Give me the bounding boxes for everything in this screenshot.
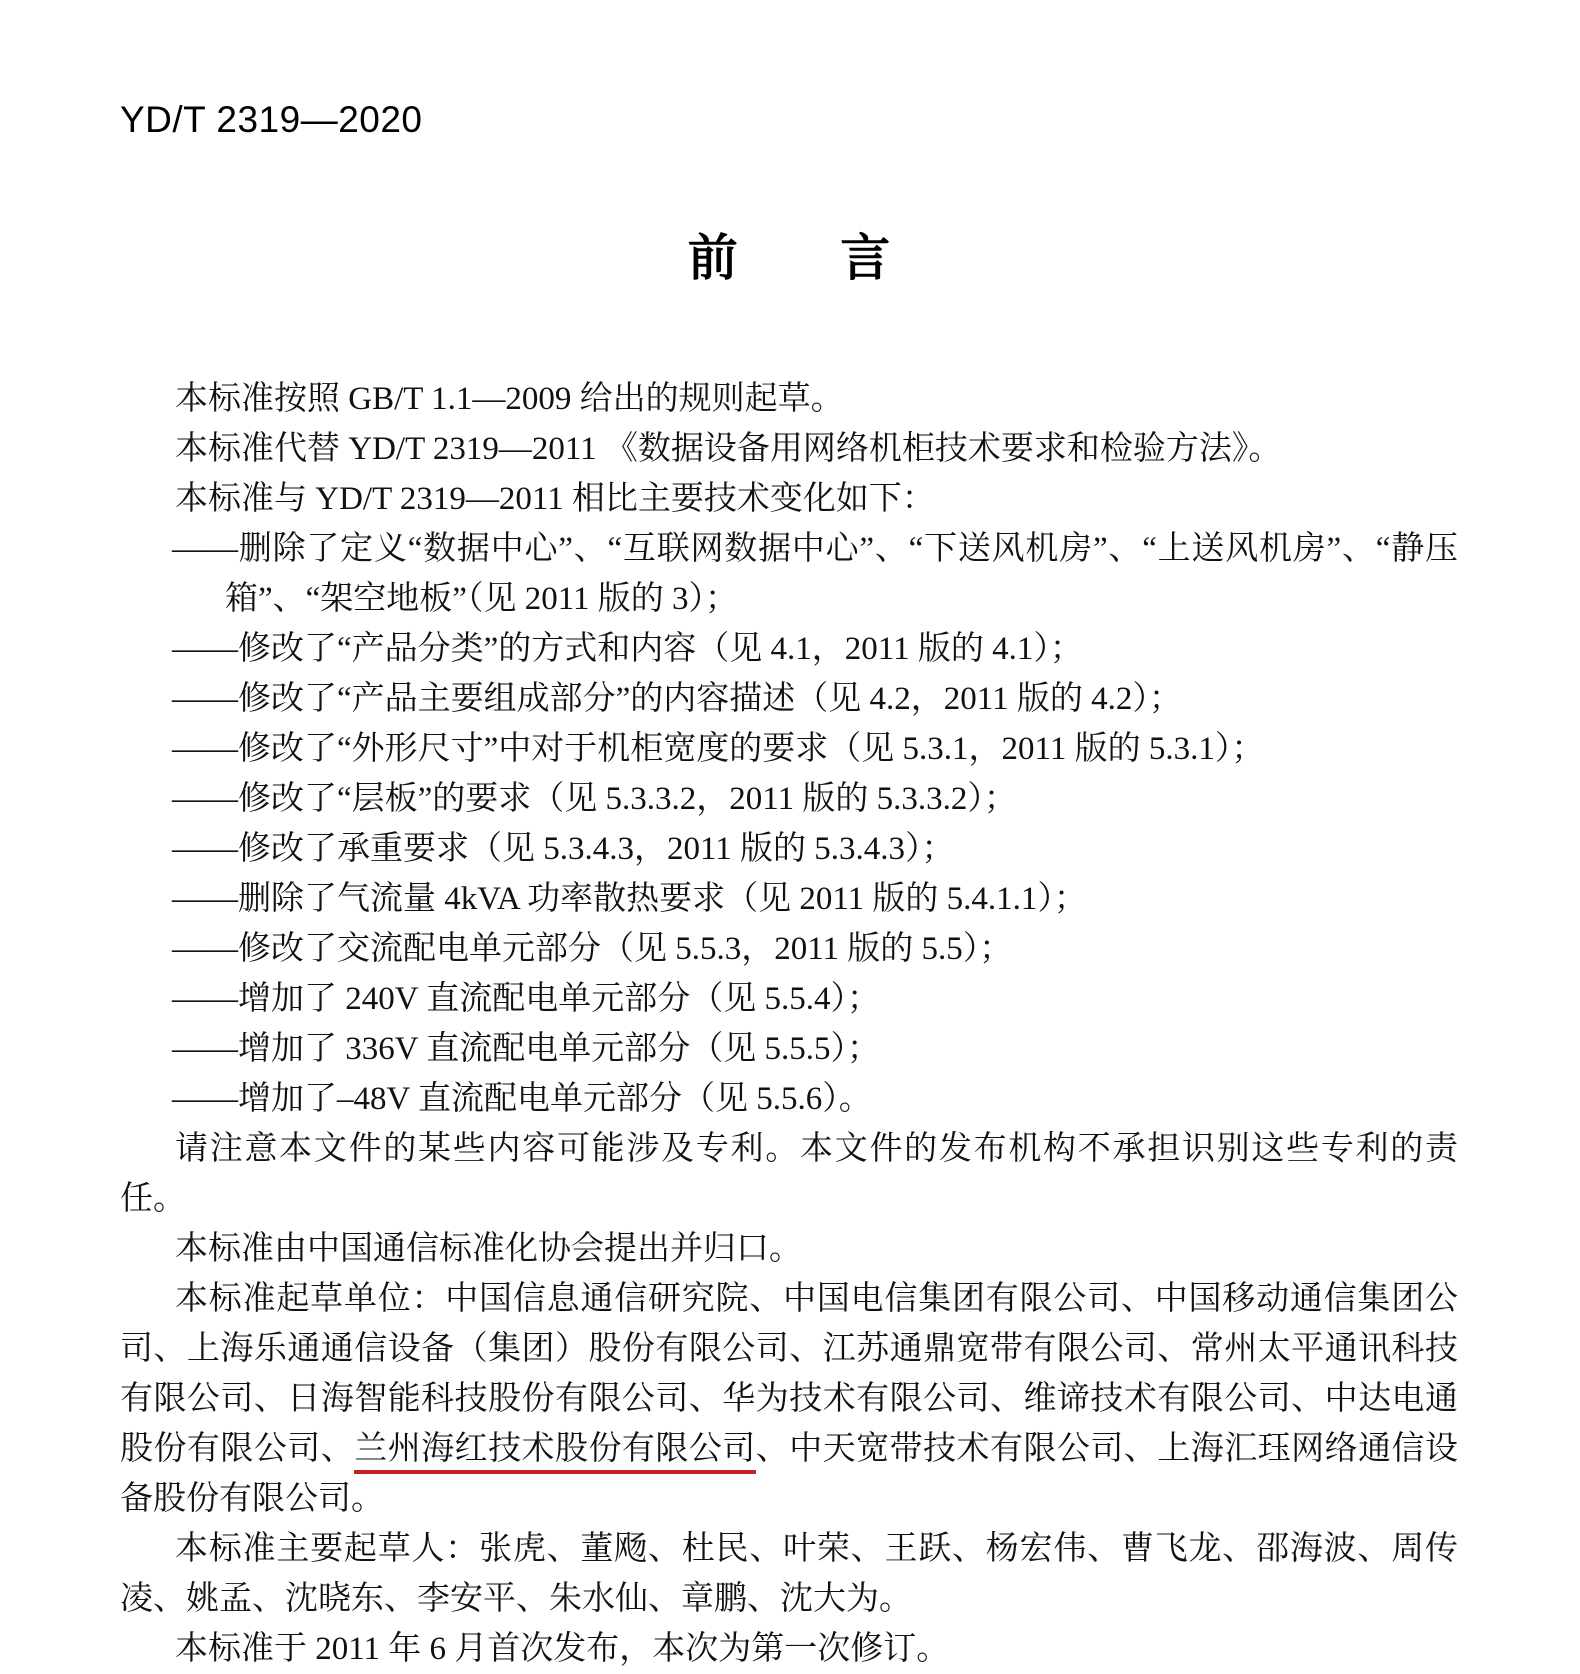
standard-number: YD/T 2319—2020 — [120, 99, 423, 140]
org-paragraph: 本标准由中国通信标准化协会提出并归口。 — [175, 1231, 802, 1267]
page-title: 前言 — [687, 230, 993, 286]
change-item: ——增加了 240V 直流配电单元部分（见 5.5.4）； — [172, 981, 880, 1017]
intro-paragraph-drafting-rule: 本标准按照 GB/T 1.1—2009 给出的规则起草。 — [175, 381, 844, 417]
underlined-company-name: 兰州海红技术股份有限公司 — [354, 1431, 756, 1474]
change-item: ——修改了“外形尺寸”中对于机柜宽度的要求（见 5.3.1，2011 版的 5.3.1）； — [172, 731, 1265, 767]
drafting-units-after: 、中天宽带技术有限公司、上海汇珏网络通信设备股份有限公司。 — [120, 1431, 1459, 1517]
foreword-content — [120, 374, 1458, 1674]
change-item: ——增加了–48V 直流配电单元部分（见 5.5.6）。 — [172, 1081, 872, 1117]
revision-paragraph: 本标准于 2011 年 6 月首次发布，本次为第一次修订。 — [175, 1631, 950, 1667]
change-list — [120, 524, 1458, 1124]
drafters-paragraph: 本标准主要起草人：张虎、董飏、杜民、叶荣、王跃、杨宏伟、曹飞龙、邵海波、周传凌、姚孟、沈晓东、李安平、朱水仙、章鹏、沈大为。 — [120, 1531, 1458, 1617]
intro-paragraph-replaces: 本标准代替 YD/T 2319—2011 《数据设备用网络机柜技术要求和检验方法》。 — [175, 431, 1282, 467]
change-item: ——修改了“层板”的要求（见 5.3.3.2，2011 版的 5.3.3.2）； — [172, 781, 1017, 817]
drafting-units-paragraph — [120, 1274, 1458, 1524]
change-item: ——修改了交流配电单元部分（见 5.5.3，2011 版的 5.5）； — [172, 931, 1013, 967]
patent-paragraph: 请注意本文件的某些内容可能涉及专利。本文件的发布机构不承担识别这些专利的责任。 — [120, 1131, 1458, 1217]
change-item: ——修改了“产品主要组成部分”的内容描述（见 4.2，2011 版的 4.2）； — [172, 681, 1182, 717]
change-item: ——增加了 336V 直流配电单元部分（见 5.5.5）； — [172, 1031, 880, 1067]
change-item: ——修改了“产品分类”的方式和内容（见 4.1，2011 版的 4.1）； — [172, 631, 1083, 667]
intro-paragraph-changes-lead: 本标准与 YD/T 2319—2011 相比主要技术变化如下： — [175, 481, 935, 517]
change-item: ——删除了定义“数据中心”、“互联网数据中心”、“下送风机房”、“上送风机房”、“静压箱”、“架空地板”（见 2011 版的 3）； — [172, 531, 1458, 617]
drafting-units-before: 本标准起草单位：中国信息通信研究院、中国电信集团有限公司、中国移动通信集团公司、上海乐通通信设备（集团）股份有限公司、江苏通鼎宽带有限公司、常州太平通讯科技有限公司、日海智能科技股份有限公司、华为技术有限公司、维谛技术有限公司、中达电通股份有限公司、 — [120, 1281, 1458, 1467]
change-item: ——修改了承重要求（见 5.3.4.3，2011 版的 5.3.4.3）； — [172, 831, 955, 867]
change-item: ——删除了气流量 4kVA 功率散热要求（见 2011 版的 5.4.1.1）； — [172, 881, 1087, 917]
